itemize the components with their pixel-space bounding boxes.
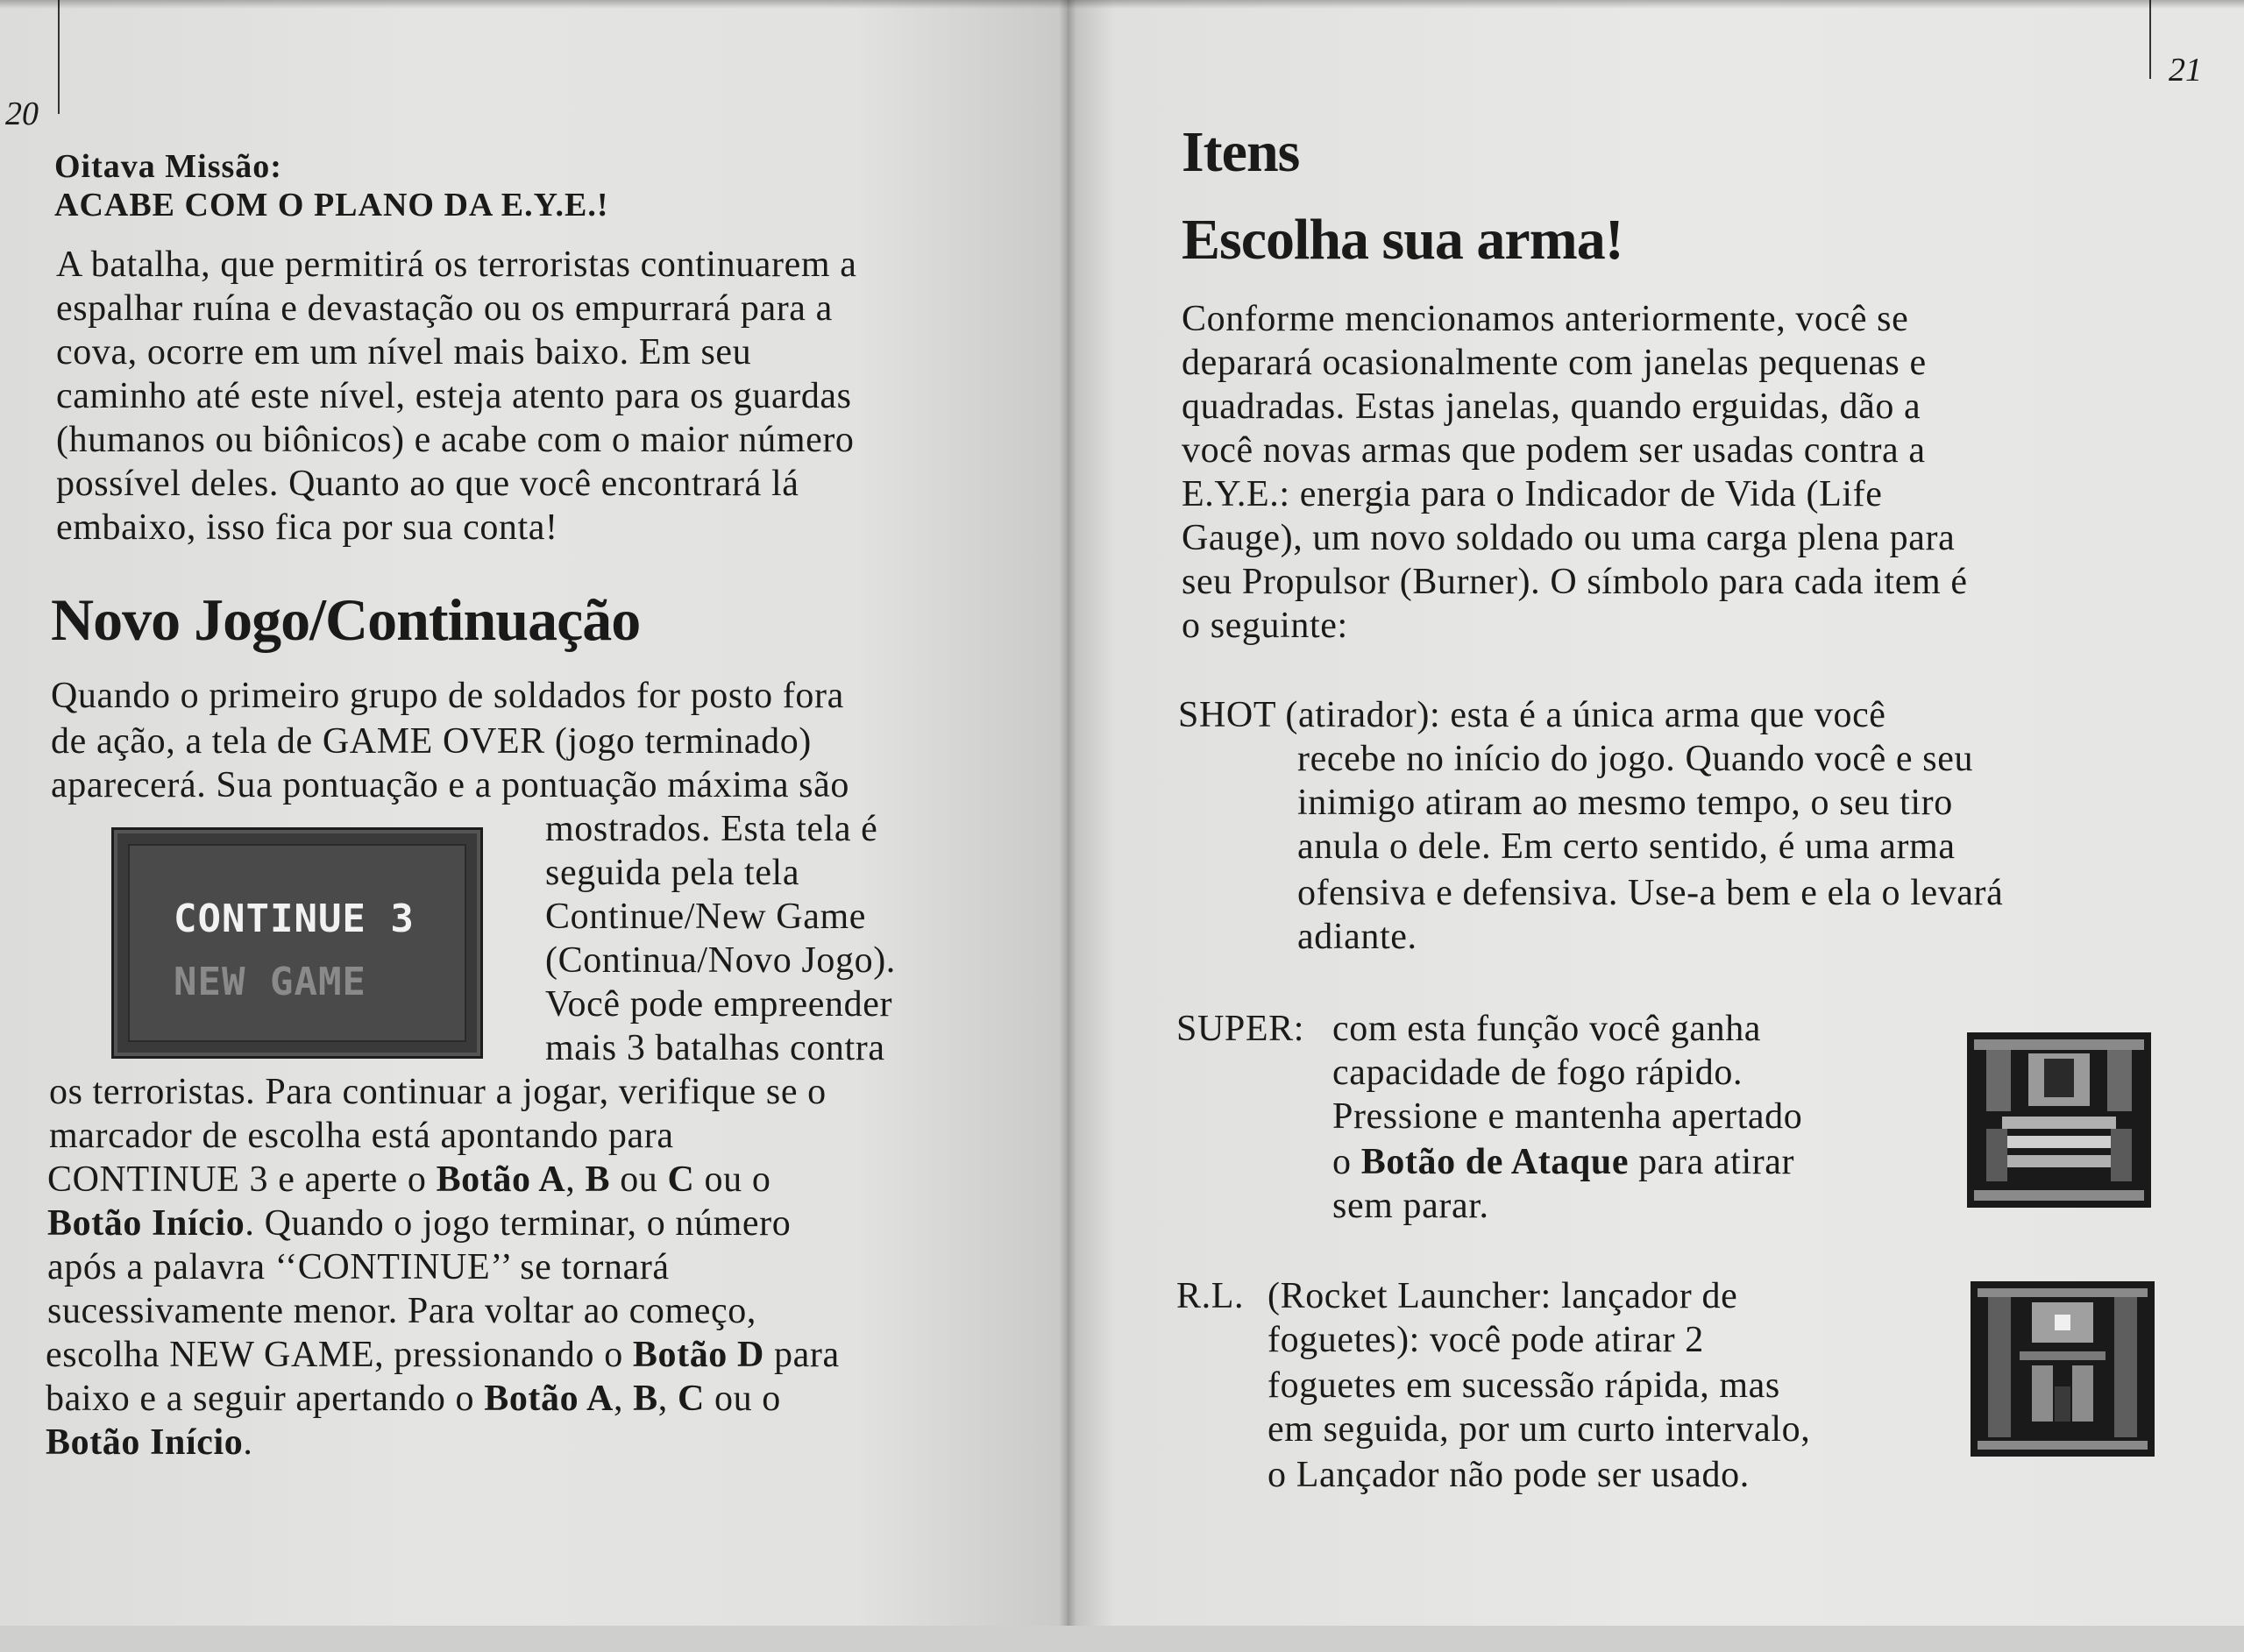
text-line: (Continua/Novo Jogo). xyxy=(545,940,896,981)
text-line: embaixo, isso fica por sua conta! xyxy=(56,507,558,548)
text-line: de ação, a tela de GAME OVER (jogo terminado) xyxy=(51,721,812,762)
rocket-launcher-icon-graphic xyxy=(1971,1281,2155,1457)
text-line: Continue/New Game xyxy=(545,897,866,937)
text-line: você novas armas que podem ser usadas contra a xyxy=(1182,430,1926,471)
text-line: E.Y.E.: energia para o Indicador de Vida (Life xyxy=(1182,474,1883,514)
text-line: A batalha, que permitirá os terroristas continuarem a xyxy=(56,245,857,285)
text-line: SHOT (atirador): esta é a única arma que você xyxy=(1178,695,1886,735)
text-line: Conforme mencionamos anteriormente, você se xyxy=(1182,299,1909,339)
text-line: (humanos ou biônicos) e acabe com o maior número xyxy=(56,420,855,460)
super-weapon-icon-graphic xyxy=(1967,1032,2151,1208)
text-line: ofensiva e defensiva. Use-a bem e ela o levará xyxy=(1297,873,2004,913)
text-line: com esta função você ganha xyxy=(1332,1009,1762,1049)
right-page xyxy=(1068,0,2244,1652)
text-line: possível deles. Quanto ao que você encontrará lá xyxy=(56,464,799,504)
text-line: caminho até este nível, esteja atento para os guardas xyxy=(56,376,852,416)
text-line: Você pode empreender xyxy=(545,984,893,1025)
page-corner-rule xyxy=(2149,0,2151,79)
text-line: sucessivamente menor. Para voltar ao começo, xyxy=(47,1291,756,1331)
text-line: capacidade de fogo rápido. xyxy=(1332,1053,1743,1093)
text-line: foguetes em sucessão rápida, mas xyxy=(1268,1365,1780,1406)
mission-label: Oitava Missão: xyxy=(54,148,282,185)
page-number-right: 21 xyxy=(2169,52,2202,89)
new-game-option: NEW GAME xyxy=(174,960,366,1004)
text-line: (Rocket Launcher: lançador de xyxy=(1268,1276,1738,1316)
text-line: mostrados. Esta tela é xyxy=(545,809,878,849)
text-line: aparecerá. Sua pontuação e a pontuação máxima são xyxy=(51,765,849,805)
item-term: R.L. xyxy=(1176,1276,1245,1316)
text-line: Botão Início. Quando o jogo terminar, o número xyxy=(47,1203,792,1244)
continue-option: CONTINUE 3 xyxy=(174,897,415,941)
continue-screen-panel xyxy=(128,844,466,1042)
book-gutter xyxy=(1059,0,1076,1652)
text-line: o seguinte: xyxy=(1182,606,1348,646)
text-line: deparará ocasionalmente com janelas pequenas e xyxy=(1182,343,1927,383)
text-line: em seguida, por um curto intervalo, xyxy=(1268,1409,1811,1450)
text-line: seguida pela tela xyxy=(545,853,800,893)
mission-title: ACABE COM O PLANO DA E.Y.E.! xyxy=(54,187,609,223)
section-heading-new-game: Novo Jogo/Continuação xyxy=(51,586,641,653)
section-heading-items: Itens xyxy=(1182,120,1300,184)
page-bottom-edge xyxy=(0,1626,2244,1652)
rocket-launcher-icon xyxy=(1971,1281,2155,1457)
text-line: após a palavra ‘‘CONTINUE’’ se tornará xyxy=(47,1247,670,1287)
text-line: mais 3 batalhas contra xyxy=(545,1028,885,1068)
page-number-left: 20 xyxy=(5,96,39,132)
text-line: o Lançador não pode ser usado. xyxy=(1268,1455,1750,1495)
section-subheading-weapon: Escolha sua arma! xyxy=(1182,208,1623,272)
text-line: marcador de escolha está apontando para xyxy=(49,1116,674,1156)
left-page xyxy=(0,0,1068,1652)
text-line: baixo e a seguir apertando o Botão A, B, C ou o xyxy=(46,1379,781,1419)
text-line: foguetes): você pode atirar 2 xyxy=(1268,1320,1704,1360)
text-line: os terroristas. Para continuar a jogar, verifique se o xyxy=(49,1072,827,1112)
text-line: escolha NEW GAME, pressionando o Botão D para xyxy=(46,1335,840,1375)
text-line: sem parar. xyxy=(1332,1186,1489,1226)
super-weapon-icon xyxy=(1967,1032,2151,1208)
item-term: SUPER: xyxy=(1176,1009,1304,1049)
text-line: o Botão de Ataque para atirar xyxy=(1332,1142,1795,1182)
page-corner-rule xyxy=(58,0,60,114)
text-line: cova, ocorre em um nível mais baixo. Em seu xyxy=(56,332,752,372)
text-line: espalhar ruína e devastação ou os empurrará para a xyxy=(56,288,833,329)
text-line: Botão Início. xyxy=(46,1422,253,1463)
text-line: Quando o primeiro grupo de soldados for posto fora xyxy=(51,676,844,716)
text-line: recebe no início do jogo. Quando você e seu xyxy=(1297,739,1974,779)
continue-screen-image xyxy=(114,830,480,1056)
text-line: anula o dele. Em certo sentido, é uma arma xyxy=(1297,826,1956,867)
text-line: Pressione e mantenha apertado xyxy=(1332,1096,1803,1137)
text-line: quadradas. Estas janelas, quando erguidas, dão a xyxy=(1182,386,1921,427)
text-line: seu Propulsor (Burner). O símbolo para cada item é xyxy=(1182,562,1968,602)
top-shadow xyxy=(0,0,2244,9)
text-line: adiante. xyxy=(1297,917,1417,957)
text-line: CONTINUE 3 e aperte o Botão A, B ou C ou o xyxy=(47,1159,771,1200)
text-line: Gauge), um novo soldado ou uma carga plena para xyxy=(1182,518,1956,558)
text-line: inimigo atiram ao mesmo tempo, o seu tiro xyxy=(1297,783,1953,823)
